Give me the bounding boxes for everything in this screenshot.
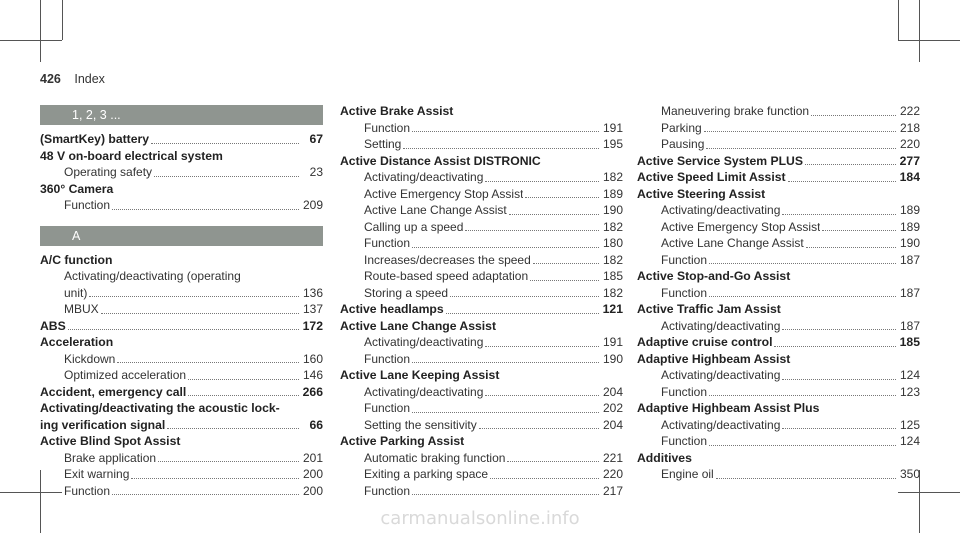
index-entry bbox=[637, 103, 920, 153]
index-subentry[interactable] bbox=[340, 136, 623, 153]
entry-label: Activating/deactivating bbox=[661, 203, 781, 217]
leader-dots bbox=[509, 214, 599, 215]
index-subentry[interactable] bbox=[340, 334, 623, 351]
leader-dots bbox=[151, 143, 299, 144]
crop-mark bbox=[40, 0, 41, 62]
page-reference: 350 bbox=[899, 467, 920, 481]
leader-dots bbox=[154, 176, 299, 177]
leader-dots bbox=[450, 296, 599, 297]
index-entry-title: 48 V on-board electrical system bbox=[40, 148, 223, 163]
crop-mark bbox=[62, 0, 63, 40]
crop-mark bbox=[919, 0, 920, 62]
entry-label: Brake application bbox=[64, 450, 157, 465]
page-reference: 220 bbox=[602, 467, 623, 481]
leader-dots bbox=[485, 395, 599, 396]
index-entry bbox=[40, 181, 323, 214]
index-entry-title: Additives bbox=[637, 450, 692, 465]
index-subentry[interactable] bbox=[637, 252, 920, 269]
entry-label: Setting the sensitivity bbox=[364, 417, 477, 432]
index-entry bbox=[637, 334, 920, 351]
index-entry-title: Active Distance Assist DISTRONIC bbox=[340, 153, 541, 168]
page-reference: 182 bbox=[602, 170, 623, 184]
entry-label: Calling up a speed bbox=[364, 219, 464, 234]
entry-label: Function bbox=[661, 285, 708, 300]
index-subentry[interactable] bbox=[340, 219, 623, 236]
page-reference: 124 bbox=[899, 434, 920, 448]
index-entry-title: A/C function bbox=[40, 252, 113, 267]
letter-band: 1, 2, 3 ... bbox=[40, 105, 323, 125]
index-entry bbox=[40, 384, 323, 401]
index-subentry[interactable] bbox=[340, 417, 623, 434]
entry-label: Active Lane Change Assist bbox=[661, 236, 804, 250]
leader-dots bbox=[530, 280, 599, 281]
entry-label: Function bbox=[364, 401, 411, 415]
index-subentry[interactable] bbox=[637, 219, 920, 236]
section-title: Index bbox=[74, 72, 105, 86]
index-entry bbox=[340, 153, 623, 302]
page-reference: 182 bbox=[602, 252, 623, 267]
index-entry-title: Active Stop-and-Go Assist bbox=[637, 269, 791, 283]
entry-label: Function bbox=[364, 351, 411, 366]
page-reference: 187 bbox=[899, 252, 920, 267]
entry-label: Active Lane Change Assist bbox=[364, 203, 507, 217]
index-entry-title: Adaptive Highbeam Assist Plus bbox=[637, 401, 820, 415]
page-reference: 195 bbox=[602, 137, 623, 151]
index-entry-title: Active Lane Keeping Assist bbox=[340, 368, 500, 382]
index-subentry[interactable] bbox=[340, 186, 623, 203]
crop-mark bbox=[898, 0, 899, 40]
entry-label: Engine oil bbox=[661, 467, 714, 481]
leader-dots bbox=[112, 494, 299, 495]
leader-dots bbox=[822, 230, 896, 231]
page-reference: 220 bbox=[899, 137, 920, 151]
leader-dots bbox=[709, 296, 896, 297]
leader-dots bbox=[131, 478, 299, 479]
index-subentry[interactable] bbox=[637, 367, 920, 384]
page-reference: 201 bbox=[302, 450, 323, 465]
leader-dots bbox=[403, 148, 599, 149]
page-reference: 125 bbox=[899, 417, 920, 432]
index-entry-title[interactable] bbox=[40, 131, 323, 148]
entry-label: MBUX bbox=[64, 302, 99, 316]
entry-label: Function bbox=[661, 434, 708, 448]
index-subentry[interactable] bbox=[637, 103, 920, 120]
entry-label: Maneuvering brake function bbox=[661, 104, 810, 118]
leader-dots bbox=[716, 478, 896, 479]
index-subentry[interactable] bbox=[340, 202, 623, 219]
leader-dots bbox=[412, 362, 599, 363]
leader-dots bbox=[485, 346, 599, 347]
page-reference: 180 bbox=[602, 236, 623, 250]
leader-dots bbox=[465, 230, 599, 231]
page-reference: 204 bbox=[602, 417, 623, 432]
entry-label: Function bbox=[364, 120, 411, 135]
page-reference: 136 bbox=[302, 285, 323, 300]
leader-dots bbox=[117, 362, 299, 363]
index-entry bbox=[40, 334, 323, 384]
index-subentry[interactable] bbox=[340, 466, 623, 483]
page-reference: 200 bbox=[302, 483, 323, 498]
index-subentry[interactable] bbox=[40, 164, 323, 181]
crop-mark bbox=[0, 40, 62, 41]
page-header bbox=[40, 72, 105, 86]
leader-dots bbox=[709, 263, 896, 264]
entry-label: Optimized acceleration bbox=[64, 368, 187, 382]
entry-label: (SmartKey) battery bbox=[40, 132, 150, 146]
index-entry-title[interactable] bbox=[40, 417, 323, 434]
index-entry bbox=[40, 400, 323, 417]
entry-label: Adaptive cruise control bbox=[637, 335, 773, 349]
index-entry bbox=[40, 148, 323, 181]
index-entry bbox=[637, 153, 920, 170]
entry-label: Exiting a parking space bbox=[364, 467, 489, 481]
index-entry-title[interactable] bbox=[637, 169, 920, 186]
entry-label: Setting bbox=[364, 137, 402, 151]
index-entry-title: Acceleration bbox=[40, 335, 114, 349]
page-reference: 185 bbox=[602, 269, 623, 283]
page-reference: 184 bbox=[899, 170, 920, 184]
index-column-2 bbox=[340, 103, 623, 499]
entry-label: Activating/deactivating bbox=[364, 384, 484, 399]
leader-dots bbox=[412, 131, 599, 132]
index-entry-title: Active Blind Spot Assist bbox=[40, 434, 181, 448]
index-entry bbox=[40, 131, 323, 148]
index-subentry[interactable] bbox=[40, 483, 323, 500]
page-reference: 23 bbox=[309, 165, 323, 179]
page-reference: 217 bbox=[602, 483, 623, 498]
entry-label: ABS bbox=[40, 318, 66, 333]
leader-dots bbox=[446, 313, 599, 314]
page-reference: 67 bbox=[309, 132, 323, 146]
index-entry-title[interactable] bbox=[40, 384, 323, 401]
index-entry bbox=[637, 301, 920, 334]
index-subentry[interactable] bbox=[340, 483, 623, 500]
leader-dots bbox=[412, 494, 599, 495]
entry-label: Function bbox=[64, 198, 111, 212]
entry-label: Kickdown bbox=[64, 351, 116, 366]
index-entry-title: Active Brake Assist bbox=[340, 104, 454, 118]
leader-dots bbox=[101, 313, 299, 314]
index-entry bbox=[340, 301, 623, 318]
index-entry bbox=[340, 318, 623, 368]
leader-dots bbox=[782, 428, 896, 429]
entry-label: Automatic braking function bbox=[364, 450, 506, 465]
index-subentry[interactable] bbox=[340, 384, 623, 401]
index-subentry[interactable] bbox=[40, 351, 323, 368]
index-subentry[interactable] bbox=[637, 235, 920, 252]
page-reference: 146 bbox=[302, 368, 323, 382]
entry-label: Active Emergency Stop Assist bbox=[661, 219, 821, 234]
index-entry bbox=[40, 417, 323, 434]
page-reference: 172 bbox=[302, 318, 323, 333]
index-subentry[interactable] bbox=[340, 235, 623, 252]
leader-dots bbox=[782, 379, 896, 380]
index-column-3 bbox=[637, 103, 920, 483]
leader-dots bbox=[167, 428, 299, 429]
page-reference: 190 bbox=[602, 351, 623, 366]
index-entry-title: 360° Camera bbox=[40, 181, 114, 196]
index-entry bbox=[637, 268, 920, 301]
leader-dots bbox=[188, 379, 299, 380]
page-number: 426 bbox=[40, 72, 61, 86]
entry-label: ing verification signal bbox=[40, 417, 166, 432]
entry-label: Activating/deactivating bbox=[364, 335, 484, 349]
index-entry-title[interactable] bbox=[637, 334, 920, 351]
index-subentry[interactable] bbox=[40, 268, 323, 285]
index-subentry[interactable] bbox=[637, 120, 920, 137]
page-reference: 124 bbox=[899, 368, 920, 382]
page-reference: 190 bbox=[602, 203, 623, 217]
leader-dots bbox=[704, 131, 896, 132]
entry-label: Activating/deactivating (operating bbox=[64, 269, 241, 283]
leader-dots bbox=[507, 461, 599, 462]
page-reference: 266 bbox=[302, 384, 323, 399]
index-entry bbox=[340, 367, 623, 433]
crop-mark bbox=[898, 40, 960, 41]
entry-label: Exit warning bbox=[64, 467, 130, 481]
entry-label: Parking bbox=[661, 120, 702, 135]
page-reference: 187 bbox=[899, 285, 920, 300]
index-subentry[interactable] bbox=[637, 136, 920, 153]
index-entry bbox=[637, 169, 920, 186]
entry-label: Function bbox=[661, 384, 708, 399]
entry-label: Operating safety bbox=[64, 165, 153, 179]
index-subentry[interactable] bbox=[40, 301, 323, 318]
page-reference: 160 bbox=[302, 351, 323, 366]
index-subentry[interactable] bbox=[340, 450, 623, 467]
index-entry bbox=[40, 318, 323, 335]
leader-dots bbox=[89, 296, 299, 297]
page-reference: 200 bbox=[302, 467, 323, 481]
page-reference: 204 bbox=[602, 384, 623, 399]
index-subentry[interactable] bbox=[340, 169, 623, 186]
index-subentry[interactable] bbox=[40, 450, 323, 467]
page-reference: 221 bbox=[602, 450, 623, 465]
index-subentry[interactable] bbox=[340, 268, 623, 285]
index-entry bbox=[637, 351, 920, 401]
leader-dots bbox=[412, 412, 599, 413]
index-entry-title: Active Steering Assist bbox=[637, 186, 766, 201]
leader-dots bbox=[782, 329, 896, 330]
entry-label: Function bbox=[364, 236, 411, 250]
leader-dots bbox=[533, 263, 599, 264]
page-reference: 191 bbox=[602, 120, 623, 135]
page-reference: 182 bbox=[602, 219, 623, 234]
page-reference: 222 bbox=[899, 104, 920, 118]
leader-dots bbox=[112, 209, 299, 210]
entry-label: Active Speed Limit Assist bbox=[637, 170, 786, 184]
letter-band: A bbox=[40, 226, 323, 246]
index-subentry[interactable] bbox=[637, 285, 920, 302]
index-subentry[interactable] bbox=[340, 285, 623, 302]
index-subentry[interactable] bbox=[40, 466, 323, 483]
leader-dots bbox=[774, 346, 896, 347]
index-subentry[interactable] bbox=[40, 285, 323, 302]
page-reference: 189 bbox=[899, 219, 920, 234]
index-entry-title[interactable] bbox=[40, 318, 323, 335]
entry-label: Storing a speed bbox=[364, 285, 449, 300]
index-entry-title[interactable] bbox=[340, 301, 623, 318]
index-subentry[interactable] bbox=[340, 351, 623, 368]
entry-label: Route-based speed adaptation bbox=[364, 269, 529, 283]
leader-dots bbox=[412, 247, 599, 248]
leader-dots bbox=[788, 181, 896, 182]
index-subentry[interactable] bbox=[340, 252, 623, 269]
leader-dots bbox=[805, 164, 896, 165]
index-subentry[interactable] bbox=[637, 318, 920, 335]
page-reference: 202 bbox=[602, 401, 623, 415]
page-reference: 218 bbox=[899, 120, 920, 135]
index-subentry[interactable] bbox=[637, 466, 920, 483]
crop-mark bbox=[898, 492, 960, 493]
index-entry-title: Active Lane Change Assist bbox=[340, 318, 497, 333]
page-reference: 189 bbox=[602, 186, 623, 201]
index-subentry[interactable] bbox=[637, 417, 920, 434]
entry-label: Pausing bbox=[661, 137, 705, 151]
index-subentry[interactable] bbox=[340, 400, 623, 417]
entry-label: Function bbox=[364, 483, 411, 498]
index-entry bbox=[637, 186, 920, 269]
index-entry-title[interactable] bbox=[40, 400, 323, 417]
entry-label: Active Service System PLUS bbox=[637, 153, 803, 168]
leader-dots bbox=[188, 395, 299, 396]
entry-label: Accident, emergency call bbox=[40, 384, 187, 399]
page-reference: 121 bbox=[602, 302, 623, 316]
entry-label: Activating/deactivating bbox=[364, 170, 484, 184]
index-entry bbox=[637, 450, 920, 483]
leader-dots bbox=[68, 329, 299, 330]
index-subentry[interactable] bbox=[340, 120, 623, 137]
page-reference: 123 bbox=[899, 384, 920, 399]
leader-dots bbox=[158, 461, 299, 462]
leader-dots bbox=[525, 197, 599, 198]
index-entry-title: Active Parking Assist bbox=[340, 434, 465, 448]
index-entry bbox=[340, 103, 623, 153]
index-subentry[interactable] bbox=[637, 433, 920, 450]
index-entry-title: Adaptive Highbeam Assist bbox=[637, 351, 791, 366]
leader-dots bbox=[782, 214, 896, 215]
leader-dots bbox=[709, 395, 896, 396]
leader-dots bbox=[485, 181, 599, 182]
leader-dots bbox=[806, 247, 896, 248]
leader-dots bbox=[709, 445, 896, 446]
entry-label: Activating/deactivating the acoustic lock- bbox=[40, 401, 280, 415]
index-entry bbox=[40, 252, 323, 318]
index-subentry[interactable] bbox=[637, 384, 920, 401]
page-reference: 191 bbox=[602, 335, 623, 349]
index-subentry[interactable] bbox=[637, 202, 920, 219]
page-reference: 187 bbox=[899, 318, 920, 333]
entry-label: Function bbox=[661, 252, 708, 267]
entry-label: unit) bbox=[64, 285, 88, 300]
index-subentry[interactable] bbox=[40, 367, 323, 384]
page-reference: 182 bbox=[602, 285, 623, 300]
entry-label: Active Emergency Stop Assist bbox=[364, 186, 524, 201]
leader-dots bbox=[479, 428, 599, 429]
index-entry bbox=[40, 433, 323, 499]
index-entry-title[interactable] bbox=[637, 153, 920, 170]
entry-label: Function bbox=[64, 483, 111, 498]
index-entry bbox=[340, 433, 623, 499]
page-reference: 66 bbox=[309, 417, 323, 432]
entry-label: Activating/deactivating bbox=[661, 417, 781, 432]
index-subentry[interactable] bbox=[40, 197, 323, 214]
index-column-1 bbox=[40, 103, 323, 499]
page-reference: 189 bbox=[899, 203, 920, 217]
leader-dots bbox=[490, 478, 599, 479]
page-reference: 209 bbox=[302, 198, 323, 212]
entry-label: Active headlamps bbox=[340, 302, 444, 316]
leader-dots bbox=[811, 115, 896, 116]
entry-label: Increases/decreases the speed bbox=[364, 252, 531, 267]
entry-label: Activating/deactivating bbox=[661, 318, 781, 333]
entry-label: Activating/deactivating bbox=[661, 368, 781, 382]
watermark: carmanualsonline.info bbox=[380, 508, 580, 529]
page-reference: 137 bbox=[302, 302, 323, 316]
page-reference: 185 bbox=[899, 335, 920, 349]
page-reference: 190 bbox=[899, 236, 920, 250]
index-entry bbox=[637, 400, 920, 450]
page-reference: 277 bbox=[899, 153, 920, 168]
index-entry-title: Active Traffic Jam Assist bbox=[637, 302, 781, 316]
leader-dots bbox=[706, 148, 896, 149]
